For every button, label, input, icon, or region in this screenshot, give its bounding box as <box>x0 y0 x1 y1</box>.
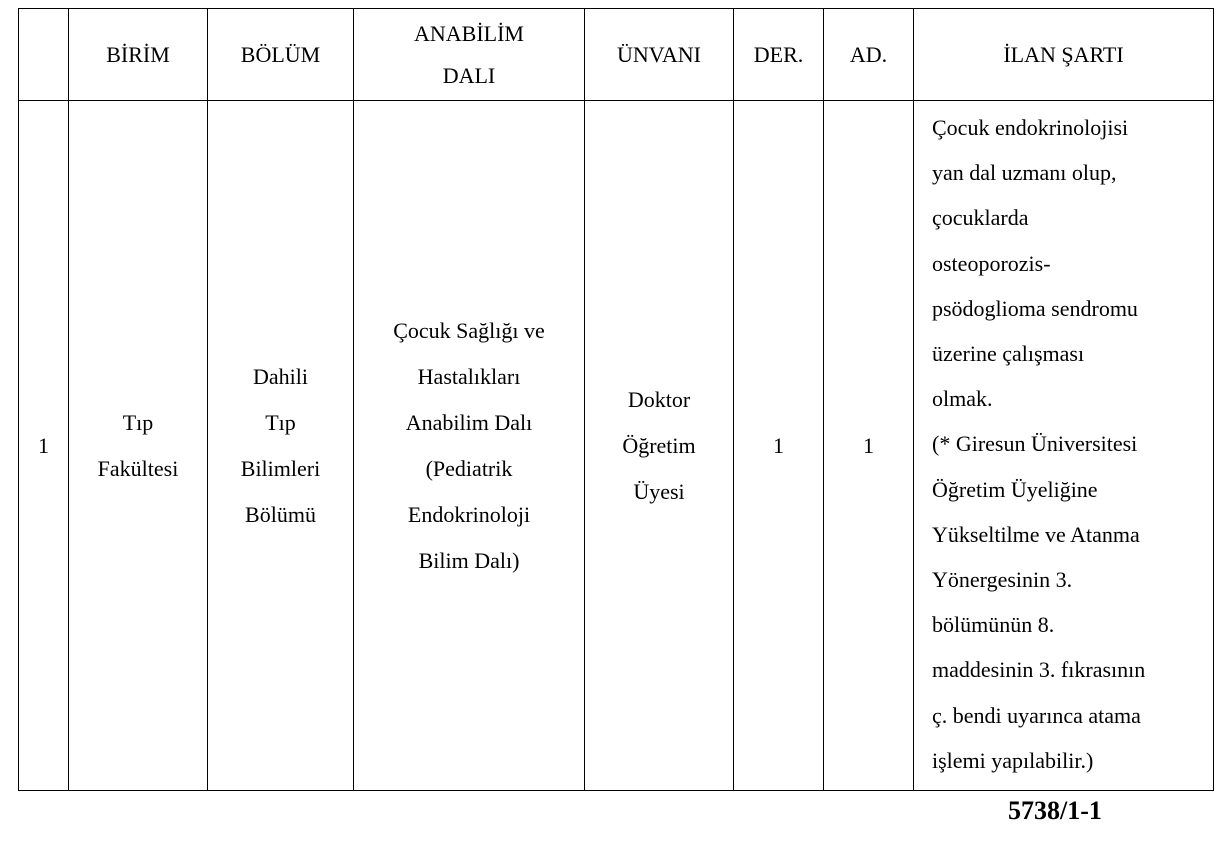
cell-anabilim-dali <box>354 101 585 791</box>
table-row <box>19 101 1214 791</box>
cell-ilan-sarti-line: çocuklarda <box>932 205 1029 231</box>
cell-ilan-sarti-line: maddesinin 3. fıkrasının <box>932 657 1146 683</box>
cell-ilan-sarti-line: olmak. <box>932 386 993 412</box>
cell-ad: 1 <box>824 101 914 791</box>
header-der: DER. <box>734 9 824 101</box>
cell-unvani-line: Doktor <box>627 386 691 412</box>
cell-bolum-line: Bölümü <box>245 501 316 527</box>
cell-ilan-sarti-line: üzerine çalışması <box>932 341 1085 367</box>
cell-ilan-sarti-line: psödoglioma sendromu <box>932 295 1138 321</box>
header-ilan-sarti: İLAN ŞARTI <box>914 9 1214 101</box>
cell-ilan-sarti-line: işlemi yapılabilir.) <box>932 747 1094 773</box>
cell-ilan-sarti-line: Öğretim Üyeliğine <box>932 476 1098 502</box>
cell-ilan-sarti-line: osteoporozis- <box>932 250 1051 276</box>
table-header <box>19 9 1214 101</box>
cell-ilan-sarti-line: Yükseltilme ve Atanma <box>932 521 1140 547</box>
cell-bolum <box>208 101 354 791</box>
cell-ilan-sarti-line: (* Giresun Üniversitesi <box>932 431 1138 457</box>
table-body <box>19 101 1214 791</box>
reference-number: 5738/1-1 <box>1008 796 1102 825</box>
cell-no: 1 <box>19 101 69 791</box>
cell-anabilim-dali-line: (Pediatrik <box>425 455 513 481</box>
announcement-sheet <box>18 8 1213 791</box>
cell-unvani <box>585 101 734 791</box>
cell-bolum-line: Bilimleri <box>240 455 321 481</box>
header-unvani: ÜNVANI <box>585 9 734 101</box>
cell-birim <box>69 101 208 791</box>
cell-ilan-sarti-line: ç. bendi uyarınca atama <box>932 702 1141 728</box>
cell-anabilim-dali-line: Bilim Dalı) <box>418 547 520 573</box>
cell-bolum-line: Tıp <box>265 409 296 435</box>
header-bolum: BÖLÜM <box>208 9 354 101</box>
header-anabilim-dali <box>354 9 585 101</box>
cell-ilan-sarti-line: Çocuk endokrinolojisi <box>932 115 1129 140</box>
cell-birim-line: Tıp <box>122 409 154 435</box>
header-birim: BİRİM <box>69 9 208 101</box>
cell-unvani-line: Üyesi <box>633 478 685 504</box>
cell-ilan-sarti <box>914 101 1214 791</box>
cell-birim-line: Fakültesi <box>97 455 179 481</box>
cell-bolum-line: Dahili <box>253 363 308 389</box>
header-anabilim-dali-line: DALI <box>442 62 496 88</box>
cell-anabilim-dali-line: Çocuk Sağlığı ve <box>393 317 545 343</box>
cell-anabilim-dali-line: Hastalıkları <box>417 363 521 389</box>
cell-unvani-line: Öğretim <box>622 432 696 458</box>
header-ad: AD. <box>824 9 914 101</box>
cell-anabilim-dali-line: Anabilim Dalı <box>405 409 533 435</box>
position-table <box>18 8 1214 791</box>
cell-anabilim-dali-line: Endokrinoloji <box>407 501 531 527</box>
cell-ilan-sarti-line: bölümünün 8. <box>932 612 1055 638</box>
cell-ilan-sarti-line: yan dal uzmanı olup, <box>932 160 1117 186</box>
cell-ilan-sarti-line: Yönergesinin 3. <box>932 567 1073 593</box>
header-row <box>19 9 1214 101</box>
header-anabilim-dali-line: ANABİLİM <box>414 20 524 46</box>
header-no <box>19 9 69 101</box>
cell-der: 1 <box>734 101 824 791</box>
